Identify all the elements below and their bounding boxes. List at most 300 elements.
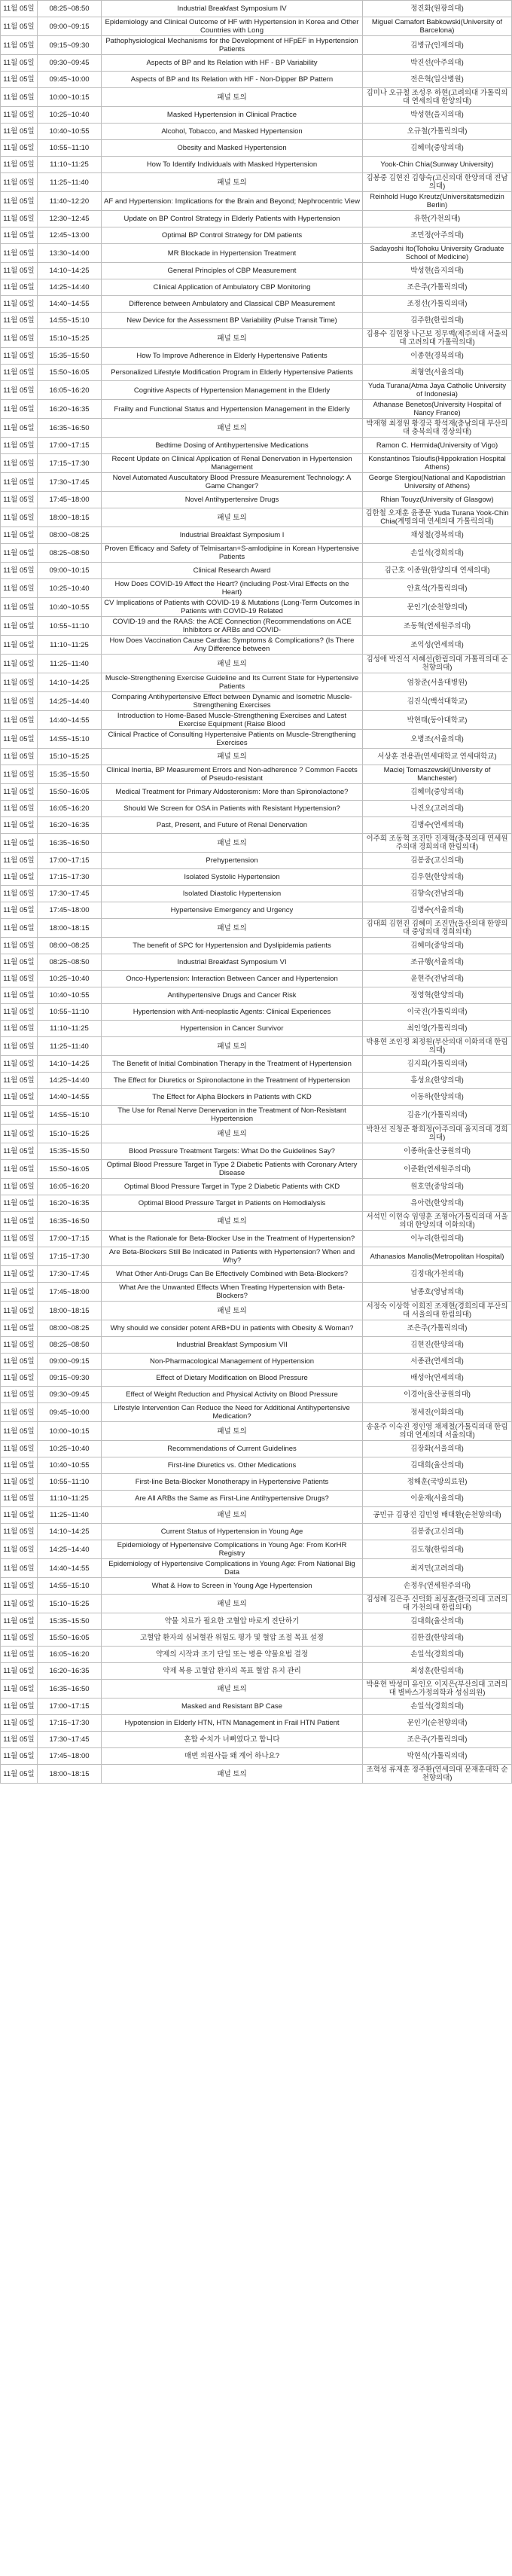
- table-row: [1, 544, 512, 563]
- speaker-cell: 이국진(가톨릭의대): [363, 1004, 512, 1021]
- table-row: [1, 1540, 512, 1559]
- session-title-cell: Non-Pharmacological Management of Hypertension: [102, 1354, 363, 1370]
- date-cell: 11월 05일: [1, 1320, 38, 1337]
- table-row: [1, 1578, 512, 1595]
- table-row: [1, 886, 512, 902]
- date-cell: 11월 05일: [1, 381, 38, 400]
- table-row: [1, 1106, 512, 1125]
- date-cell: 11월 05일: [1, 987, 38, 1004]
- date-cell: 11월 05일: [1, 1073, 38, 1089]
- time-cell: 17:45~18:00: [38, 492, 102, 508]
- time-cell: 12:45~13:00: [38, 227, 102, 244]
- speaker-cell: 김봉중(고신의대): [363, 853, 512, 869]
- speaker-cell: 손정우(연세원주의대): [363, 1578, 512, 1595]
- time-cell: 09:15~09:30: [38, 1370, 102, 1387]
- time-cell: 10:25~10:40: [38, 971, 102, 987]
- session-title-cell: Effect of Dietary Modification on Blood Pressure: [102, 1370, 363, 1387]
- table-row: [1, 1089, 512, 1106]
- date-cell: 11월 05일: [1, 1578, 38, 1595]
- date-cell: 11월 05일: [1, 1247, 38, 1266]
- table-row: [1, 1354, 512, 1370]
- date-cell: 11월 05일: [1, 1, 38, 17]
- date-cell: 11월 05일: [1, 853, 38, 869]
- time-cell: 08:25~08:50: [38, 544, 102, 563]
- session-title-cell: The Benefit of Initial Combination Therapy in the Treatment of Hypertension: [102, 1056, 363, 1073]
- time-cell: 14:40~14:55: [38, 1559, 102, 1578]
- time-cell: 18:00~18:15: [38, 919, 102, 938]
- session-title-cell: 약제 복용 고혈압 환자의 목표 혈압 유지 관리: [102, 1663, 363, 1680]
- date-cell: 11월 05일: [1, 1106, 38, 1125]
- speaker-cell: 정진화(원광의대): [363, 1, 512, 17]
- time-cell: 11:10~11:25: [38, 157, 102, 173]
- session-title-cell: Recent Update on Clinical Application of Renal Denervation in Hypertension Management: [102, 454, 363, 473]
- speaker-cell: 조은주(가톨릭의대): [363, 279, 512, 296]
- speaker-cell: 이누리(한림의대): [363, 1231, 512, 1247]
- time-cell: 14:40~14:55: [38, 296, 102, 313]
- session-title-cell: Past, Present, and Future of Renal Denervation: [102, 817, 363, 834]
- date-cell: 11월 05일: [1, 1422, 38, 1441]
- table-row: [1, 834, 512, 853]
- time-cell: 14:10~14:25: [38, 673, 102, 692]
- date-cell: 11월 05일: [1, 492, 38, 508]
- table-row: [1, 1441, 512, 1457]
- speaker-cell: 손일석(경희의대): [363, 1647, 512, 1663]
- table-row: [1, 313, 512, 329]
- time-cell: 14:55~15:10: [38, 1106, 102, 1125]
- time-cell: 14:25~14:40: [38, 279, 102, 296]
- session-title-cell: Isolated Systolic Hypertension: [102, 869, 363, 886]
- speaker-cell: 이경아(울산공원의대): [363, 1387, 512, 1403]
- speaker-cell: 김한철 오재훈 윤종문 Yuda Turana Yook-Chin Chia(계명의대 연세의대 가톨릭의대): [363, 508, 512, 527]
- session-title-cell: Industrial Breakfast Symposium VII: [102, 1337, 363, 1354]
- time-cell: 16:35~16:50: [38, 419, 102, 438]
- session-title-cell: Recommendations of Current Guidelines: [102, 1441, 363, 1457]
- date-cell: 11월 05일: [1, 1441, 38, 1457]
- time-cell: 08:25~08:50: [38, 1, 102, 17]
- table-row: [1, 1474, 512, 1491]
- date-cell: 11월 05일: [1, 1595, 38, 1613]
- speaker-cell: Rhian Touyz(University of Glasgow): [363, 492, 512, 508]
- date-cell: 11월 05일: [1, 711, 38, 730]
- date-cell: 11월 05일: [1, 598, 38, 617]
- table-row: [1, 1160, 512, 1179]
- time-cell: 14:55~15:10: [38, 730, 102, 749]
- time-cell: 10:00~10:15: [38, 1422, 102, 1441]
- date-cell: 11월 05일: [1, 157, 38, 173]
- speaker-cell: 김성례 김은주 신덕화 최성훈(한국의대 고려의대 가천의대 한림의대): [363, 1595, 512, 1613]
- session-title-cell: Epidemiology of Hypertensive Complications in Young Age: From National Big Data: [102, 1559, 363, 1578]
- table-row: [1, 55, 512, 72]
- session-title-cell: How Does COVID-19 Affect the Heart? (including Post-Viral Effects on the Heart): [102, 579, 363, 598]
- time-cell: 10:55~11:10: [38, 1004, 102, 1021]
- speaker-cell: 김혜미(중앙의대): [363, 938, 512, 954]
- table-row: [1, 1630, 512, 1647]
- table-row: [1, 1647, 512, 1663]
- table-row: [1, 527, 512, 544]
- table-row: [1, 563, 512, 579]
- table-row: [1, 1056, 512, 1073]
- date-cell: 11월 05일: [1, 784, 38, 801]
- time-cell: 17:00~17:15: [38, 853, 102, 869]
- session-title-cell: Bedtime Dosing of Antihypertensive Medications: [102, 438, 363, 454]
- table-row: [1, 1302, 512, 1320]
- speaker-cell: Miguel Camafort Babkowski(University of Barcelona): [363, 17, 512, 36]
- date-cell: 11월 05일: [1, 107, 38, 124]
- table-row: [1, 749, 512, 765]
- table-row: [1, 1, 512, 17]
- time-cell: 15:10~15:25: [38, 749, 102, 765]
- speaker-cell: 박현태(동아대학교): [363, 711, 512, 730]
- session-title-cell: General Principles of CBP Measurement: [102, 263, 363, 279]
- speaker-cell: 박현석(가톨릭의대): [363, 1748, 512, 1765]
- speaker-cell: Reinhold Hugo Kreutz(Universitatsmedizin Berlin): [363, 192, 512, 211]
- date-cell: 11월 05일: [1, 1524, 38, 1540]
- table-row: [1, 711, 512, 730]
- table-row: [1, 365, 512, 381]
- session-title-cell: Masked Hypertension in Clinical Practice: [102, 107, 363, 124]
- time-cell: 17:00~17:15: [38, 438, 102, 454]
- table-row: [1, 919, 512, 938]
- table-row: [1, 1715, 512, 1732]
- time-cell: 11:10~11:25: [38, 1491, 102, 1507]
- speaker-cell: 김성애 박진석 서혜선(한림의대 가톨릭의대 순천향의대): [363, 655, 512, 673]
- table-row: [1, 1037, 512, 1056]
- session-title-cell: Frailty and Functional Status and Hypertension Management in the Elderly: [102, 400, 363, 419]
- table-row: [1, 1613, 512, 1630]
- session-title-cell: 약물 치료가 필요한 고혈압 바로게 진단하기: [102, 1613, 363, 1630]
- speaker-cell: 김병수(연세의대): [363, 817, 512, 834]
- session-title-cell: 패널 토의: [102, 1595, 363, 1613]
- time-cell: 17:15~17:30: [38, 869, 102, 886]
- time-cell: 10:40~10:55: [38, 987, 102, 1004]
- time-cell: 08:25~08:50: [38, 954, 102, 971]
- time-cell: 15:10~15:25: [38, 1125, 102, 1143]
- table-row: [1, 1387, 512, 1403]
- date-cell: 11월 05일: [1, 834, 38, 853]
- date-cell: 11월 05일: [1, 124, 38, 140]
- speaker-cell: 박찬선 진청준 황희정(아주의대 울지의대 경희의대): [363, 1125, 512, 1143]
- time-cell: 15:35~15:50: [38, 765, 102, 784]
- session-title-cell: COVID-19 and the RAAS: the ACE Connection (Recommendations on ACE Inhibitors or ARBs and COVID-: [102, 617, 363, 636]
- date-cell: 11월 05일: [1, 1748, 38, 1765]
- table-row: [1, 1143, 512, 1160]
- session-title-cell: New Device for the Assessment BP Variability (Pulse Transit Time): [102, 313, 363, 329]
- time-cell: 10:25~10:40: [38, 579, 102, 598]
- speaker-cell: Maciej Tomaszewski(University of Manchester): [363, 765, 512, 784]
- table-row: [1, 655, 512, 673]
- speaker-cell: 조동혁(연세원주의대): [363, 617, 512, 636]
- speaker-cell: 공민규 김광진 김민영 배대환(순천향의대): [363, 1507, 512, 1524]
- session-title-cell: Hypertensive Emergency and Urgency: [102, 902, 363, 919]
- time-cell: 08:00~08:25: [38, 1320, 102, 1337]
- time-cell: 17:30~17:45: [38, 886, 102, 902]
- time-cell: 16:05~16:20: [38, 1647, 102, 1663]
- session-title-cell: Muscle-Strengthening Exercise Guideline and Its Current State for Hypertensive Patients: [102, 673, 363, 692]
- session-title-cell: Pathophysiological Mechanisms for the Development of HFpEF in Hypertension Patients: [102, 36, 363, 55]
- session-title-cell: 패널 토의: [102, 749, 363, 765]
- date-cell: 11월 05일: [1, 919, 38, 938]
- speaker-cell: Sadayoshi Ito(Tohoku University Graduate School of Medicine): [363, 244, 512, 263]
- speaker-cell: 조정선(가톨릭의대): [363, 296, 512, 313]
- speaker-cell: George Stergiou(National and Kapodistrian University of Athens): [363, 473, 512, 492]
- session-title-cell: The Effect for Alpha Blockers in Patients with CKD: [102, 1089, 363, 1106]
- table-row: [1, 329, 512, 348]
- table-row: [1, 124, 512, 140]
- table-row: [1, 279, 512, 296]
- speaker-cell: 손일석(경희의대): [363, 1699, 512, 1715]
- time-cell: 11:25~11:40: [38, 1507, 102, 1524]
- session-title-cell: AF and Hypertension: Implications for the Brain and Beyond; Nephrocentric View: [102, 192, 363, 211]
- table-row: [1, 971, 512, 987]
- date-cell: 11월 05일: [1, 1037, 38, 1056]
- session-title-cell: The benefit of SPC for Hypertension and Dyslipidemia patients: [102, 938, 363, 954]
- date-cell: 11월 05일: [1, 1143, 38, 1160]
- session-title-cell: Optimal Blood Pressure Target in Type 2 Diabetic Patients with Coronary Artery Disease: [102, 1160, 363, 1179]
- date-cell: 11월 05일: [1, 636, 38, 655]
- session-title-cell: 패널 토의: [102, 329, 363, 348]
- session-title-cell: 패널 토의: [102, 1680, 363, 1699]
- table-row: [1, 1073, 512, 1089]
- speaker-cell: 전은혁(일산병원): [363, 72, 512, 88]
- speaker-cell: 김혜미(중앙의대): [363, 140, 512, 157]
- time-cell: 15:35~15:50: [38, 348, 102, 365]
- time-cell: 15:10~15:25: [38, 1595, 102, 1613]
- speaker-cell: Athanase Benetos(University Hospital of Nancy France): [363, 400, 512, 419]
- table-row: [1, 1212, 512, 1231]
- speaker-cell: 김근호 이종원(한양의대 연세의대): [363, 563, 512, 579]
- session-title-cell: Novel Antihypertensive Drugs: [102, 492, 363, 508]
- session-title-cell: 고혈압 환자의 심뇌혈관 위험도 평가 및 혈압 조절 목표 설정: [102, 1630, 363, 1647]
- date-cell: 11월 05일: [1, 473, 38, 492]
- date-cell: 11월 05일: [1, 1715, 38, 1732]
- session-title-cell: Optimal Blood Pressure Target in Type 2 Diabetic Patients with CKD: [102, 1179, 363, 1195]
- speaker-cell: 홍성요(한양의대): [363, 1073, 512, 1089]
- date-cell: 11월 05일: [1, 655, 38, 673]
- session-title-cell: Clinical Application of Ambulatory CBP Monitoring: [102, 279, 363, 296]
- time-cell: 15:50~16:05: [38, 365, 102, 381]
- speaker-cell: 김현진(한양의대): [363, 1337, 512, 1354]
- speaker-cell: 최인영(가톨릭의대): [363, 1021, 512, 1037]
- date-cell: 11월 05일: [1, 211, 38, 227]
- date-cell: 11월 05일: [1, 454, 38, 473]
- date-cell: 11월 05일: [1, 938, 38, 954]
- table-row: [1, 1320, 512, 1337]
- time-cell: 17:30~17:45: [38, 473, 102, 492]
- speaker-cell: 김대희 김현진 김혜미 조진만(울산의대 한양의대 중앙의대 경희의대): [363, 919, 512, 938]
- date-cell: 11월 05일: [1, 1160, 38, 1179]
- table-row: [1, 1680, 512, 1699]
- date-cell: 11월 05일: [1, 72, 38, 88]
- table-row: [1, 938, 512, 954]
- session-title-cell: Isolated Diastolic Hypertension: [102, 886, 363, 902]
- table-row: [1, 473, 512, 492]
- date-cell: 11월 05일: [1, 1195, 38, 1212]
- table-row: [1, 381, 512, 400]
- time-cell: 11:25~11:40: [38, 655, 102, 673]
- table-row: [1, 140, 512, 157]
- time-cell: 15:35~15:50: [38, 1143, 102, 1160]
- session-title-cell: Comparing Antihypertensive Effect between Dynamic and Isometric Muscle-Strengthening Exercises: [102, 692, 363, 711]
- table-row: [1, 1266, 512, 1283]
- speaker-cell: 김용수 김현창 나근보 정무백(제주의대 서울의대 고려의대 가톨릭의대): [363, 329, 512, 348]
- time-cell: 15:10~15:25: [38, 329, 102, 348]
- time-cell: 17:45~18:00: [38, 1748, 102, 1765]
- session-title-cell: Difference between Ambulatory and Classical CBP Measurement: [102, 296, 363, 313]
- session-title-cell: 약제의 시작과 조기 단일 또는 병용 약물요법 결정: [102, 1647, 363, 1663]
- date-cell: 11월 05일: [1, 1212, 38, 1231]
- date-cell: 11월 05일: [1, 508, 38, 527]
- speaker-cell: 박용현 조인정 최정원(부산의대 이화의대 한림의대): [363, 1037, 512, 1056]
- session-title-cell: 패널 토의: [102, 1765, 363, 1784]
- session-title-cell: Antihypertensive Drugs and Cancer Risk: [102, 987, 363, 1004]
- table-row: [1, 1004, 512, 1021]
- date-cell: 11월 05일: [1, 749, 38, 765]
- speaker-cell: 서석민 이현숙 임영훈 조형아(가톨릭의대 서울의대 한양의대 이화의대): [363, 1212, 512, 1231]
- time-cell: 14:25~14:40: [38, 692, 102, 711]
- table-row: [1, 1595, 512, 1613]
- session-title-cell: Optimal BP Control Strategy for DM patients: [102, 227, 363, 244]
- table-row: [1, 1370, 512, 1387]
- time-cell: 09:00~09:15: [38, 1354, 102, 1370]
- table-row: [1, 107, 512, 124]
- session-title-cell: 패널 토의: [102, 173, 363, 192]
- session-title-cell: 패널 토의: [102, 1125, 363, 1143]
- speaker-cell: 윤현주(전남의대): [363, 971, 512, 987]
- date-cell: 11월 05일: [1, 527, 38, 544]
- session-title-cell: The Effect for Diuretics or Spironolactone in the Treatment of Hypertension: [102, 1073, 363, 1089]
- speaker-cell: 김우현(한양의대): [363, 869, 512, 886]
- date-cell: 11월 05일: [1, 55, 38, 72]
- table-row: [1, 72, 512, 88]
- speaker-cell: 오병조(서울의대): [363, 730, 512, 749]
- time-cell: 17:15~17:30: [38, 454, 102, 473]
- table-row: [1, 1748, 512, 1765]
- date-cell: 11월 05일: [1, 692, 38, 711]
- table-row: [1, 244, 512, 263]
- session-title-cell: Effect of Weight Reduction and Physical Activity on Blood Pressure: [102, 1387, 363, 1403]
- date-cell: 11월 05일: [1, 1491, 38, 1507]
- speaker-cell: 박성현(을지의대): [363, 107, 512, 124]
- time-cell: 10:55~11:10: [38, 617, 102, 636]
- speaker-cell: 조은주(가톨릭의대): [363, 1320, 512, 1337]
- time-cell: 17:30~17:45: [38, 1732, 102, 1748]
- time-cell: 16:05~16:20: [38, 1179, 102, 1195]
- date-cell: 11월 05일: [1, 579, 38, 598]
- date-cell: 11월 05일: [1, 36, 38, 55]
- date-cell: 11월 05일: [1, 1056, 38, 1073]
- speaker-cell: 김지희(가톨릭의대): [363, 1056, 512, 1073]
- speaker-cell: 김윤기(가톨릭의대): [363, 1106, 512, 1125]
- time-cell: 16:20~16:35: [38, 1663, 102, 1680]
- session-title-cell: The Use for Renal Nerve Denervation in the Treatment of Non-Resistant Hypertension: [102, 1106, 363, 1125]
- table-row: [1, 211, 512, 227]
- time-cell: 16:20~16:35: [38, 400, 102, 419]
- speaker-cell: 송윤주 이숙진 정인영 채제철(가톨릭의대 한림의대 연세의대 서울의대): [363, 1422, 512, 1441]
- date-cell: 11월 05일: [1, 1630, 38, 1647]
- time-cell: 10:40~10:55: [38, 1457, 102, 1474]
- speaker-cell: 나진오(고려의대): [363, 801, 512, 817]
- speaker-cell: 오규철(가톨릭의대): [363, 124, 512, 140]
- date-cell: 11월 05일: [1, 1457, 38, 1474]
- time-cell: 17:45~18:00: [38, 1283, 102, 1302]
- session-title-cell: Are Beta-Blockers Still Be Indicated in Patients with Hypertension? When and Why?: [102, 1247, 363, 1266]
- session-title-cell: Clinical Research Award: [102, 563, 363, 579]
- table-row: [1, 869, 512, 886]
- date-cell: 11월 05일: [1, 1337, 38, 1354]
- session-title-cell: Industrial Breakfast Symposium VI: [102, 954, 363, 971]
- date-cell: 11월 05일: [1, 313, 38, 329]
- session-title-cell: 패널 토의: [102, 1212, 363, 1231]
- session-title-cell: Cognitive Aspects of Hypertension Management in the Elderly: [102, 381, 363, 400]
- date-cell: 11월 05일: [1, 419, 38, 438]
- date-cell: 11월 05일: [1, 1474, 38, 1491]
- speaker-cell: 김정대(가천의대): [363, 1266, 512, 1283]
- session-title-cell: Optimal Blood Pressure Target in Patients on Hemodialysis: [102, 1195, 363, 1212]
- session-title-cell: Lifestyle Intervention Can Reduce the Need for Additional Antihypertensive Medication?: [102, 1403, 363, 1422]
- date-cell: 11월 05일: [1, 1540, 38, 1559]
- session-title-cell: Obesity and Masked Hypertension: [102, 140, 363, 157]
- date-cell: 11월 05일: [1, 88, 38, 107]
- speaker-cell: 서정숙 이상학 이희진 조재현(경희의대 부산의대 서울의대 한림의대): [363, 1302, 512, 1320]
- session-title-cell: 매번 의원사들 왜 계어 하나요?: [102, 1748, 363, 1765]
- session-title-cell: 패널 토의: [102, 1422, 363, 1441]
- table-row: [1, 954, 512, 971]
- speaker-cell: 최지민(고려의대): [363, 1559, 512, 1578]
- table-row: [1, 508, 512, 527]
- table-row: [1, 1337, 512, 1354]
- speaker-cell: 김병수(서울의대): [363, 902, 512, 919]
- speaker-cell: 김대희(울산의대): [363, 1457, 512, 1474]
- date-cell: 11월 05일: [1, 173, 38, 192]
- date-cell: 11월 05일: [1, 279, 38, 296]
- date-cell: 11월 05일: [1, 617, 38, 636]
- table-row: [1, 400, 512, 419]
- date-cell: 11월 05일: [1, 1125, 38, 1143]
- session-title-cell: How To Improve Adherence in Elderly Hypertensive Patients: [102, 348, 363, 365]
- table-row: [1, 454, 512, 473]
- time-cell: 09:00~10:15: [38, 563, 102, 579]
- speaker-cell: Yuda Turana(Atma Jaya Catholic University of Indonesia): [363, 381, 512, 400]
- session-title-cell: 패널 토의: [102, 1507, 363, 1524]
- session-title-cell: Hypotension in Elderly HTN, HTN Management in Frail HTN Patient: [102, 1715, 363, 1732]
- session-title-cell: 패널 토의: [102, 834, 363, 853]
- table-row: [1, 801, 512, 817]
- time-cell: 15:50~16:05: [38, 784, 102, 801]
- time-cell: 10:25~10:40: [38, 107, 102, 124]
- date-cell: 11월 05일: [1, 730, 38, 749]
- date-cell: 11월 05일: [1, 1283, 38, 1302]
- date-cell: 11월 05일: [1, 1021, 38, 1037]
- time-cell: 18:00~18:15: [38, 1765, 102, 1784]
- session-title-cell: 패널 토의: [102, 419, 363, 438]
- speaker-cell: 문인기(순천향의대): [363, 598, 512, 617]
- speaker-cell: 배성아(연세의대): [363, 1370, 512, 1387]
- speaker-cell: 김봉중 김현진 김향숙(고신의대 한양의대 전남의대): [363, 173, 512, 192]
- speaker-cell: 조혁성 류재훈 정주환(연세의대 문재훈대학 순천향의대): [363, 1765, 512, 1784]
- date-cell: 11월 05일: [1, 1370, 38, 1387]
- session-title-cell: Introduction to Home-Based Muscle-Strengthening Exercises and Latest Exercise Equipment (Raise Blood: [102, 711, 363, 730]
- date-cell: 11월 05일: [1, 765, 38, 784]
- session-title-cell: How Does Vaccination Cause Cardiac Symptoms & Complications? (Is There Any Difference between: [102, 636, 363, 655]
- speaker-cell: 정영혁(한양의대): [363, 987, 512, 1004]
- time-cell: 10:40~10:55: [38, 124, 102, 140]
- time-cell: 14:55~15:10: [38, 313, 102, 329]
- table-row: [1, 192, 512, 211]
- table-row: [1, 853, 512, 869]
- date-cell: 11월 05일: [1, 192, 38, 211]
- speaker-cell: 문인기(순천향의대): [363, 1715, 512, 1732]
- table-row: [1, 348, 512, 365]
